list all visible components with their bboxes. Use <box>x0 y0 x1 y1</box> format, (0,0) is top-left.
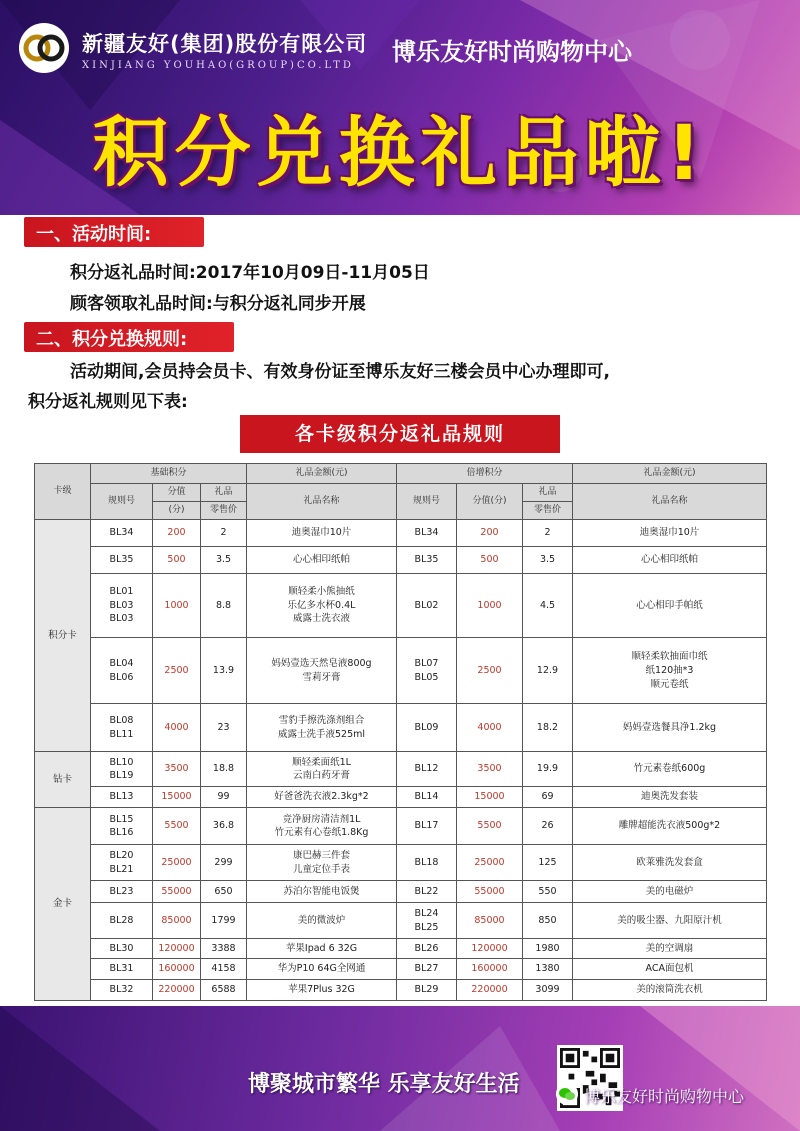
rule-no-right-cell: BL22 <box>397 880 457 903</box>
header-gift-right: 礼品 <box>523 484 573 502</box>
points-right-cell: 1000 <box>457 573 523 637</box>
points-cell: 160000 <box>153 959 201 980</box>
gift-name-cell: 迪奥湿巾10片 <box>247 520 397 547</box>
retail-price-cell: 3.5 <box>201 546 247 573</box>
table-row <box>35 752 767 787</box>
rule-no-right-cell: BL27 <box>397 959 457 980</box>
points-right-cell: 500 <box>457 546 523 573</box>
points-cell: 5500 <box>153 808 201 845</box>
points-cell: 85000 <box>153 903 201 938</box>
rule-no-right-cell: BL09 <box>397 704 457 752</box>
gift-name-cell: 苏泊尔智能电饭煲 <box>247 880 397 903</box>
table-row <box>35 573 767 637</box>
points-cell: 25000 <box>153 845 201 880</box>
rule-no-right-cell: BL07 BL05 <box>397 638 457 704</box>
header-rule-no-right: 规则号 <box>397 484 457 520</box>
card-level-cell: 钻卡 <box>35 752 91 808</box>
header-gift-amount-right: 礼品金额(元) <box>573 464 767 484</box>
gift-name-cell: 好爸爸洗衣液2.3kg*2 <box>247 787 397 808</box>
header-gift-name: 礼品名称 <box>247 484 397 520</box>
points-right-cell: 200 <box>457 520 523 547</box>
retail-price-right-cell: 12.9 <box>523 638 573 704</box>
retail-price-cell: 18.8 <box>201 752 247 787</box>
points-right-cell: 55000 <box>457 880 523 903</box>
gift-name-cell: 美的微波炉 <box>247 903 397 938</box>
table-title: 各卡级积分返礼品规则 <box>240 415 560 453</box>
rule-no-cell: BL34 <box>91 520 153 547</box>
points-cell: 500 <box>153 546 201 573</box>
points-cell: 120000 <box>153 938 201 959</box>
points-right-cell: 3500 <box>457 752 523 787</box>
rule-no-right-cell: BL17 <box>397 808 457 845</box>
gift-name-right-cell: 心心相印手帕纸 <box>573 573 767 637</box>
gift-name-right-cell: 妈妈壹选餐具净1.2kg <box>573 704 767 752</box>
table-row <box>35 959 767 980</box>
rule-no-cell: BL23 <box>91 880 153 903</box>
company-name-en: XINJIANG YOUHAO(GROUP)CO.LTD <box>82 60 354 71</box>
main-title: 积分兑换礼品啦! <box>92 108 708 197</box>
points-cell: 4000 <box>153 704 201 752</box>
table-row <box>35 520 767 547</box>
gift-name-cell: 顺轻柔面纸1L 云南白药牙膏 <box>247 752 397 787</box>
points-cell: 15000 <box>153 787 201 808</box>
rules-table-wrapper <box>34 463 766 1001</box>
retail-price-right-cell: 3099 <box>523 980 573 1001</box>
gift-name-cell: 妈妈壹选天然皂液800g 雪莉牙膏 <box>247 638 397 704</box>
retail-price-cell: 2 <box>201 520 247 547</box>
rule-no-right-cell: BL12 <box>397 752 457 787</box>
gift-name-right-cell: 美的电磁炉 <box>573 880 767 903</box>
gift-name-cell: 华为P10 64G全网通 <box>247 959 397 980</box>
company-name-cn: 新疆友好(集团)股份有限公司 <box>82 32 368 56</box>
header-rule-no: 规则号 <box>91 484 153 520</box>
gift-name-right-cell: 美的空调扇 <box>573 938 767 959</box>
retail-price-cell: 8.8 <box>201 573 247 637</box>
retail-price-right-cell: 19.9 <box>523 752 573 787</box>
header-points-right: 分值(分) <box>457 484 523 520</box>
retail-price-cell: 23 <box>201 704 247 752</box>
retail-price-right-cell: 850 <box>523 903 573 938</box>
points-right-cell: 160000 <box>457 959 523 980</box>
points-right-cell: 2500 <box>457 638 523 704</box>
rule-no-cell: BL32 <box>91 980 153 1001</box>
retail-price-cell: 36.8 <box>201 808 247 845</box>
points-right-cell: 15000 <box>457 787 523 808</box>
rule-no-right-cell: BL14 <box>397 787 457 808</box>
rule-no-right-cell: BL35 <box>397 546 457 573</box>
gift-name-right-cell: 迪奥洗发套装 <box>573 787 767 808</box>
retail-price-cell: 650 <box>201 880 247 903</box>
header-retail-right: 零售价 <box>523 502 573 520</box>
gift-name-right-cell: 欧莱雅洗发套盒 <box>573 845 767 880</box>
points-cell: 3500 <box>153 752 201 787</box>
retail-price-right-cell: 3.5 <box>523 546 573 573</box>
retail-price-cell: 3388 <box>201 938 247 959</box>
gift-name-cell: 康巴赫三件套 儿童定位手表 <box>247 845 397 880</box>
rule-no-cell: BL28 <box>91 903 153 938</box>
mall-name: 博乐友好时尚购物中心 <box>392 38 632 66</box>
rules-text-line1: 活动期间,会员持会员卡、有效身份证至博乐友好三楼会员中心办理即可, <box>70 362 610 382</box>
points-right-cell: 85000 <box>457 903 523 938</box>
gift-name-right-cell: 竹元素卷纸600g <box>573 752 767 787</box>
header-basic-points: 基础积分 <box>91 464 247 484</box>
table-row <box>35 638 767 704</box>
gift-name-cell: 雪豹手擦洗涤剂组合 威露士洗手液525ml <box>247 704 397 752</box>
header-gift-name-right: 礼品名称 <box>573 484 767 520</box>
rule-no-right-cell: BL02 <box>397 573 457 637</box>
points-cell: 2500 <box>153 638 201 704</box>
rule-no-right-cell: BL18 <box>397 845 457 880</box>
rule-no-right-cell: BL26 <box>397 938 457 959</box>
gift-name-right-cell: ACA面包机 <box>573 959 767 980</box>
retail-price-cell: 6588 <box>201 980 247 1001</box>
rule-no-cell: BL35 <box>91 546 153 573</box>
card-level-cell: 金卡 <box>35 808 91 1001</box>
gift-name-right-cell: 美的吸尘器、九阳原汁机 <box>573 903 767 938</box>
rule-no-right-cell: BL24 BL25 <box>397 903 457 938</box>
points-right-cell: 120000 <box>457 938 523 959</box>
rule-no-cell: BL20 BL21 <box>91 845 153 880</box>
claim-period-text: 顾客领取礼品时间:与积分返礼同步开展 <box>70 294 366 314</box>
points-period-text: 积分返礼品时间:2017年10月09日-11月05日 <box>70 263 430 283</box>
wechat-account-name: 博乐友好时尚购物中心 <box>584 1087 745 1106</box>
gift-name-cell: 苹果Ipad 6 32G <box>247 938 397 959</box>
header-gift: 礼品 <box>201 484 247 502</box>
points-cell: 55000 <box>153 880 201 903</box>
rule-no-cell: BL13 <box>91 787 153 808</box>
retail-price-cell: 1799 <box>201 903 247 938</box>
points-right-cell: 25000 <box>457 845 523 880</box>
rules-table-body <box>35 520 767 1001</box>
rule-no-cell: BL31 <box>91 959 153 980</box>
table-row <box>35 808 767 845</box>
header-banner <box>0 0 800 215</box>
points-right-cell: 4000 <box>457 704 523 752</box>
table-row <box>35 938 767 959</box>
header-card-level: 卡级 <box>35 464 91 520</box>
header-retail: 零售价 <box>201 502 247 520</box>
rule-no-cell: BL10 BL19 <box>91 752 153 787</box>
retail-price-right-cell: 4.5 <box>523 573 573 637</box>
retail-price-cell: 4158 <box>201 959 247 980</box>
gift-name-right-cell: 心心相印纸帕 <box>573 546 767 573</box>
company-logo-icon <box>18 22 70 74</box>
rule-no-cell: BL30 <box>91 938 153 959</box>
rules-table <box>34 463 767 1001</box>
points-cell: 1000 <box>153 573 201 637</box>
gift-name-right-cell: 迪奥湿巾10片 <box>573 520 767 547</box>
retail-price-right-cell: 26 <box>523 808 573 845</box>
table-row <box>35 704 767 752</box>
table-row <box>35 880 767 903</box>
table-row <box>35 845 767 880</box>
retail-price-right-cell: 18.2 <box>523 704 573 752</box>
rule-no-right-cell: BL34 <box>397 520 457 547</box>
rule-no-cell: BL04 BL06 <box>91 638 153 704</box>
retail-price-right-cell: 1380 <box>523 959 573 980</box>
gift-name-right-cell: 顺轻柔软抽面巾纸 纸120抽*3 顺元卷纸 <box>573 638 767 704</box>
section-heading-time: 一、活动时间: <box>24 217 204 247</box>
table-row <box>35 546 767 573</box>
table-row <box>35 980 767 1001</box>
rule-no-cell: BL08 BL11 <box>91 704 153 752</box>
gift-name-cell: 顺轻柔小熊抽纸 乐亿多水杯0.4L 威露士洗衣液 <box>247 573 397 637</box>
retail-price-right-cell: 1980 <box>523 938 573 959</box>
retail-price-right-cell: 125 <box>523 845 573 880</box>
points-cell: 220000 <box>153 980 201 1001</box>
header-gift-amount-left: 礼品金额(元) <box>247 464 397 484</box>
gift-name-cell: 心心相印纸帕 <box>247 546 397 573</box>
table-row <box>35 903 767 938</box>
points-right-cell: 220000 <box>457 980 523 1001</box>
points-right-cell: 5500 <box>457 808 523 845</box>
rule-no-cell: BL15 BL16 <box>91 808 153 845</box>
card-level-cell: 积分卡 <box>35 520 91 752</box>
retail-price-right-cell: 69 <box>523 787 573 808</box>
wechat-icon <box>556 1083 578 1105</box>
header-points-unit: (分) <box>153 502 201 520</box>
header-double-points: 倍增积分 <box>397 464 573 484</box>
retail-price-cell: 99 <box>201 787 247 808</box>
rules-text-line2: 积分返礼规则见下表: <box>28 392 188 412</box>
rule-no-right-cell: BL29 <box>397 980 457 1001</box>
retail-price-right-cell: 2 <box>523 520 573 547</box>
gift-name-right-cell: 美的滚筒洗衣机 <box>573 980 767 1001</box>
footer-slogan: 博聚城市繁华 乐享友好生活 <box>248 1072 520 1097</box>
retail-price-cell: 299 <box>201 845 247 880</box>
retail-price-cell: 13.9 <box>201 638 247 704</box>
header-points: 分值 <box>153 484 201 502</box>
retail-price-right-cell: 550 <box>523 880 573 903</box>
gift-name-cell: 苹果7Plus 32G <box>247 980 397 1001</box>
gift-name-cell: 竞净厨房清洁剂1L 竹元素有心卷纸1.8Kg <box>247 808 397 845</box>
gift-name-right-cell: 雕牌超能洗衣液500g*2 <box>573 808 767 845</box>
rule-no-cell: BL01 BL03 BL03 <box>91 573 153 637</box>
section-heading-rules: 二、积分兑换规则: <box>24 322 234 352</box>
points-cell: 200 <box>153 520 201 547</box>
table-row <box>35 787 767 808</box>
